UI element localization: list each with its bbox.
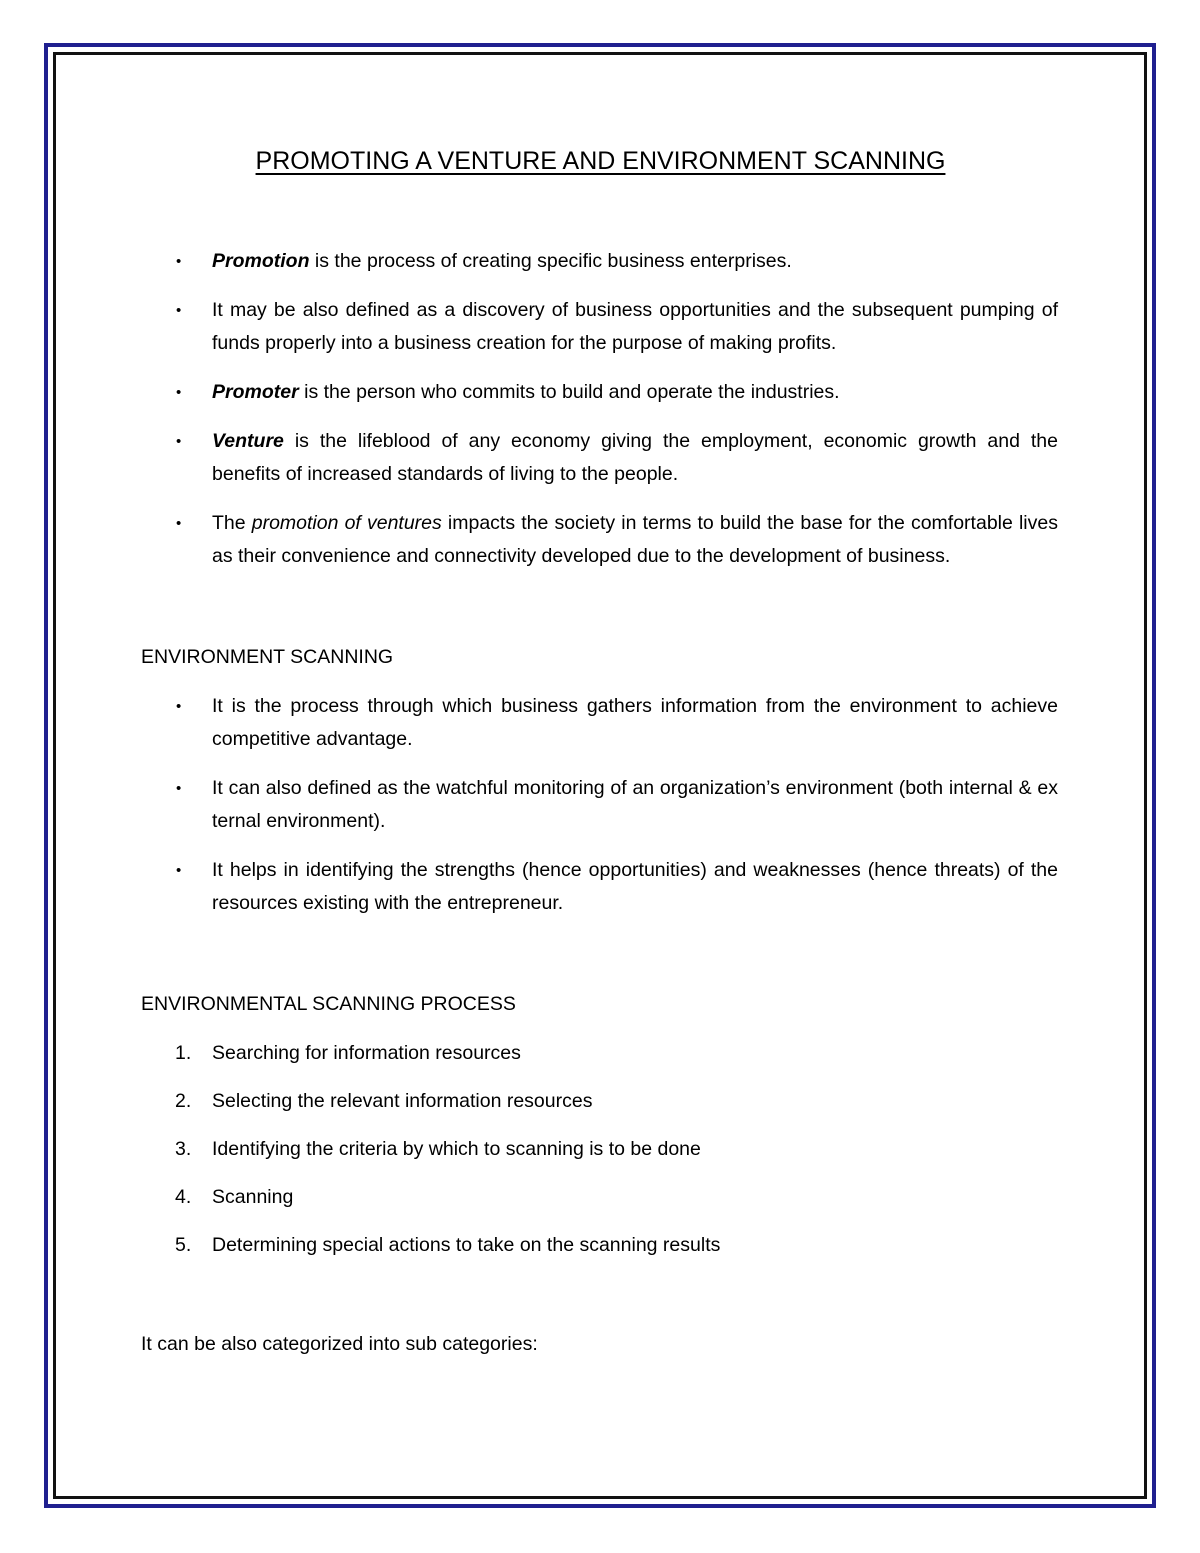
definition-text: is the lifeblood of any economy giving the employment, economic growth and the benefits of increased standards of living to the people. (212, 430, 1058, 485)
list-item (141, 854, 1058, 920)
bullet-icon: • (176, 862, 182, 879)
list-item (141, 1181, 1058, 1214)
step-text: Scanning (212, 1186, 294, 1208)
term-venture: Venture (212, 430, 284, 452)
section-heading-environment-scanning: ENVIRONMENT SCANNING (141, 646, 394, 668)
list-item (141, 245, 1058, 278)
step-number: 2. (175, 1090, 192, 1112)
bullet-icon: • (176, 384, 182, 401)
list-item (141, 1229, 1058, 1262)
bullet-icon: • (176, 433, 182, 450)
list-item (141, 1133, 1058, 1166)
list-item (141, 425, 1058, 491)
term-promotion-of-ventures: promotion of ventures (251, 512, 442, 534)
term-promotion: Promotion (212, 250, 310, 272)
definition-text: is the process of creating specific business enterprises. (309, 250, 792, 272)
bullet-text: It helps in identifying the strengths (hence opportunities) and weaknesses (hence threats) of the resources existing with the entrepreneur. (212, 859, 1058, 914)
step-number: 5. (175, 1234, 192, 1256)
list-item (141, 1085, 1058, 1118)
environment-scanning-bullet-list (141, 690, 1058, 920)
bullet-text: It can also defined as the watchful monitoring of an organization’s environment (both internal & ex ternal environment). (212, 777, 1058, 832)
list-item (141, 772, 1058, 838)
bullet-icon: • (176, 253, 182, 270)
bullet-icon: • (176, 698, 182, 715)
step-number: 1. (175, 1042, 192, 1064)
step-text: Searching for information resources (212, 1042, 521, 1064)
scanning-process-steps (141, 1037, 1058, 1262)
step-number: 3. (175, 1138, 192, 1160)
document-body (141, 130, 1058, 1361)
list-item (141, 690, 1058, 756)
bullet-text: It is the process through which business gathers information from the environment to achieve competitive advantage. (212, 695, 1058, 750)
bullet-icon: • (176, 780, 182, 797)
definition-text: It may be also defined as a discovery of business opportunities and the subsequent pumping of funds properly into a business creation for the purpose of making profits. (212, 299, 1058, 354)
list-item (141, 294, 1058, 360)
list-item (141, 507, 1058, 573)
term-promoter: Promoter (212, 381, 299, 403)
definition-text: is the person who commits to build and operate the industries. (298, 381, 840, 403)
definition-prefix: The (212, 512, 252, 534)
document-title: PROMOTING A VENTURE AND ENVIRONMENT SCANNING (255, 147, 946, 175)
bullet-icon: • (176, 515, 182, 532)
bullet-icon: • (176, 302, 182, 319)
closing-sentence: It can be also categorized into sub categories: (141, 1333, 538, 1355)
intro-bullet-list (141, 245, 1058, 573)
list-item (141, 376, 1058, 409)
list-item (141, 1037, 1058, 1070)
step-number: 4. (175, 1186, 192, 1208)
section-heading-scanning-process: ENVIRONMENTAL SCANNING PROCESS (141, 993, 516, 1015)
step-text: Determining special actions to take on the scanning results (212, 1234, 721, 1256)
definition-text: impacts the society in terms to build the base for the comfortable lives as their convenience and connectivity developed due to the development of business. (212, 512, 1058, 567)
step-text: Selecting the relevant information resources (212, 1090, 593, 1112)
step-text: Identifying the criteria by which to scanning is to be done (212, 1138, 701, 1160)
